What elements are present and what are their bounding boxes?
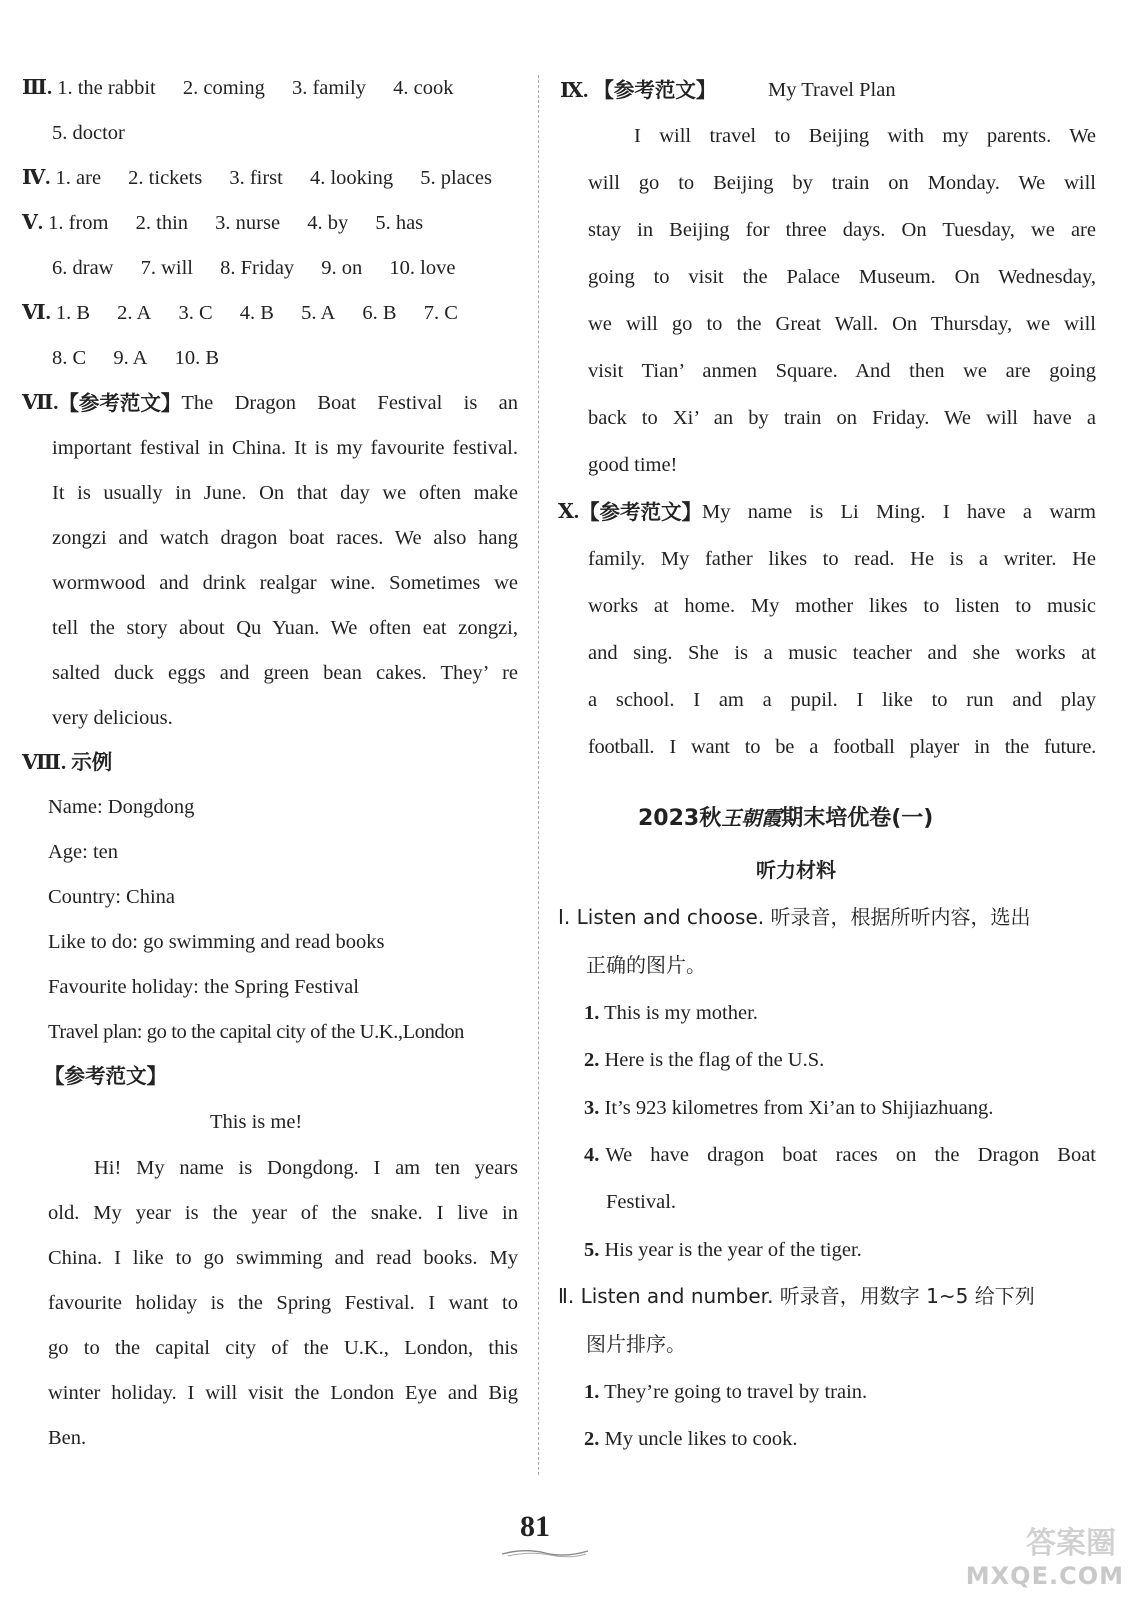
section-label: Ⅸ. [560,80,589,102]
essay-line: favourite holiday is the Spring Festival. I want to [48,1292,518,1314]
instruction-text: 图片排序。 [586,1332,686,1356]
essay-line: will go to Beijing by train on Monday. We will [588,172,1096,194]
brand-logo: 王朝霞 [721,806,782,830]
answer-item: 6. B [362,302,397,324]
exam-title-name: 期末培优卷(一) [781,806,934,831]
section-label: Ⅲ. [22,77,53,99]
answer-item: 10. love [389,257,456,279]
essay-line: winter holiday. I will visit the London Eye and Big [48,1382,518,1404]
instruction-text: Listen and choose. 听录音，根据所听内容，选出 [576,905,1031,929]
section-10-line-1 [558,502,1096,523]
answer-item: 3. C [178,302,213,324]
essay-line: and sing. She is a music teacher and she works at [588,642,1096,664]
item-text: This is my mother. [604,1002,758,1024]
page-number: 81 [520,1510,550,1543]
answer-item: 4. B [239,302,274,324]
info-field: Travel plan: go to the capital city of the U.K.,London [48,1021,465,1043]
item-number: 2. [584,1049,600,1071]
info-field: Name: Dongdong [48,796,195,818]
script-item [584,1145,1096,1166]
essay-line: go to the capital city of the U.K., London, this [48,1337,518,1359]
item-text: His year is the year of the tiger. [604,1239,862,1261]
essay-line: salted duck eggs and green bean cakes. They’ re [52,662,518,684]
essay-title: My Travel Plan [768,79,896,101]
essay-line: old. My year is the year of the snake. I live in [48,1202,518,1224]
item-text: It’s 923 kilometres from Xi’an to Shijiazhuang. [604,1097,994,1119]
section-3-line-1 [22,78,453,99]
essay-line: Hi! My name is Dongdong. I am ten years [94,1157,518,1179]
watermark-url: MXQE.COM [965,1562,1124,1590]
answer-item: 1. the rabbit [57,77,156,99]
section-5-line-1 [22,213,423,234]
essay-line: It is usually in June. On that day we often make [52,482,518,504]
section-label: Ⅹ. [558,501,580,523]
essay-line: we will go to the Great Wall. On Thursday, we will [588,313,1096,335]
reference-tag: 【参考范文】 [593,78,717,102]
item-text: My uncle likes to cook. [604,1428,798,1450]
answer-item: 1. B [55,302,91,324]
item-number: 1. [584,1002,600,1024]
answer-item: 1. from [48,212,109,234]
answer-item: 3. nurse [215,212,281,234]
essay-line: The Dragon Boat Festival is an [181,392,518,414]
answer-item: 8. C [52,347,87,369]
script-item [584,1003,758,1024]
essay-line: visit Tian’ anmen Square. And then we are going [588,360,1096,382]
answer-item: 3. first [229,167,283,189]
instruction-text: 正确的图片。 [586,953,706,977]
answer-item: 7. C [423,302,458,324]
section-label: Ⅵ. [22,302,51,324]
exam-title-year: 2023秋 [638,806,722,831]
answer-item: 9. on [321,257,363,279]
answer-item: 6. draw [52,257,114,279]
info-field: Favourite holiday: the Spring Festival [48,976,359,998]
exam-title [638,808,933,830]
answer-item: 5. has [375,212,424,234]
section-9-header [560,80,716,102]
answer-item: 5. places [420,167,492,189]
section-6-line-1 [22,303,458,324]
part-2-instruction [558,1286,1035,1306]
reference-tag: 【参考范文】 [579,500,703,524]
reference-tag: 【参考范文】 [58,391,182,415]
example-label: 示例 [71,750,113,774]
essay-title: This is me! [210,1111,303,1133]
answer-item: 7. will [140,257,194,279]
answer-item: 9. A [113,347,148,369]
answer-item: 2. A [117,302,152,324]
essay-line: very delicious. [52,707,173,729]
answer-item: 8. Friday [220,257,295,279]
section-6-line-2 [52,348,219,369]
item-text: Here is the flag of the U.S. [604,1049,825,1071]
part-1-instruction [558,907,1031,927]
essay-line: I will travel to Beijing with my parents. We [634,125,1096,147]
section-5-line-2 [52,258,455,279]
section-8-header [22,752,112,774]
essay-line: important festival in China. It is my favourite festival. [52,437,518,459]
essay-line: tell the story about Qu Yuan. We often eat zongzi, [52,617,518,639]
section-4-line-1 [22,168,492,189]
item-number: 5. [584,1239,600,1261]
essay-line: My name is Li Ming. I have a warm [702,501,1096,523]
item-text: Festival. [606,1191,677,1213]
answer-item: 5. A [301,302,336,324]
section-label: Ⅶ. [22,392,59,414]
answer-item: 1. are [55,167,102,189]
answer-item: 4. looking [309,167,394,189]
section-label: Ⅳ. [22,167,51,189]
exam-subtitle: 听力材料 [756,858,836,882]
essay-line: zongzi and watch dragon boat races. We also hang [52,527,518,549]
section-label: Ⅴ. [22,212,44,234]
instruction-text: Listen and number. 听录音，用数字 1~5 给下列 [580,1284,1035,1308]
answer-item: 2. thin [135,212,189,234]
script-item [584,1050,824,1071]
column-divider [538,75,539,1475]
info-field: Country: China [48,886,175,908]
script-item [584,1098,993,1119]
essay-line: family. My father likes to read. He is a writer. He [588,548,1096,570]
item-text: We have dragon boat races on the Dragon Boat [605,1144,1096,1166]
essay-line: works at home. My mother likes to listen to music [588,595,1096,617]
answer-item: 3. family [291,77,366,99]
info-field: Age: ten [48,841,119,863]
watermark-logo: 答案圈 [1026,1526,1116,1561]
item-number: 2. [584,1428,600,1450]
item-text: They’re going to travel by train. [604,1381,868,1403]
answer-item: 5. doctor [52,122,125,144]
part-label: Ⅱ. [558,1284,575,1308]
essay-line: a school. I am a pupil. I like to run and play [588,689,1096,711]
answer-item: 4. by [307,212,349,234]
page-number-ornament [500,1548,590,1558]
section-label: Ⅷ. [22,752,67,774]
answer-item: 10. B [174,347,220,369]
essay-line: China. I like to go swimming and read books. My [48,1247,518,1269]
essay-line: stay in Beijing for three days. On Tuesday, we are [588,219,1096,241]
answer-item: 4. cook [393,77,454,99]
script-item [584,1240,862,1261]
answer-item: 2. coming [182,77,265,99]
essay-line: back to Xi’ an by train on Friday. We will have a [588,407,1096,429]
item-number: 4. [584,1144,600,1166]
script-item [584,1382,867,1403]
item-number: 3. [584,1097,600,1119]
item-number: 1. [584,1381,600,1403]
essay-line: wormwood and drink realgar wine. Sometimes we [52,572,518,594]
essay-line: going to visit the Palace Museum. On Wednesday, [588,266,1096,288]
essay-line: good time! [588,454,678,476]
script-item [584,1429,798,1450]
info-field: Like to do: go swimming and read books [48,931,385,953]
section-3-line-2 [52,123,125,144]
answer-item: 2. tickets [128,167,203,189]
reference-tag: 【参考范文】 [44,1064,167,1088]
essay-line: football. I want to be a football player in the future. [588,736,1096,758]
section-7-line-1 [22,393,518,414]
essay-line: Ben. [48,1427,87,1449]
part-label: Ⅰ. [558,905,571,929]
